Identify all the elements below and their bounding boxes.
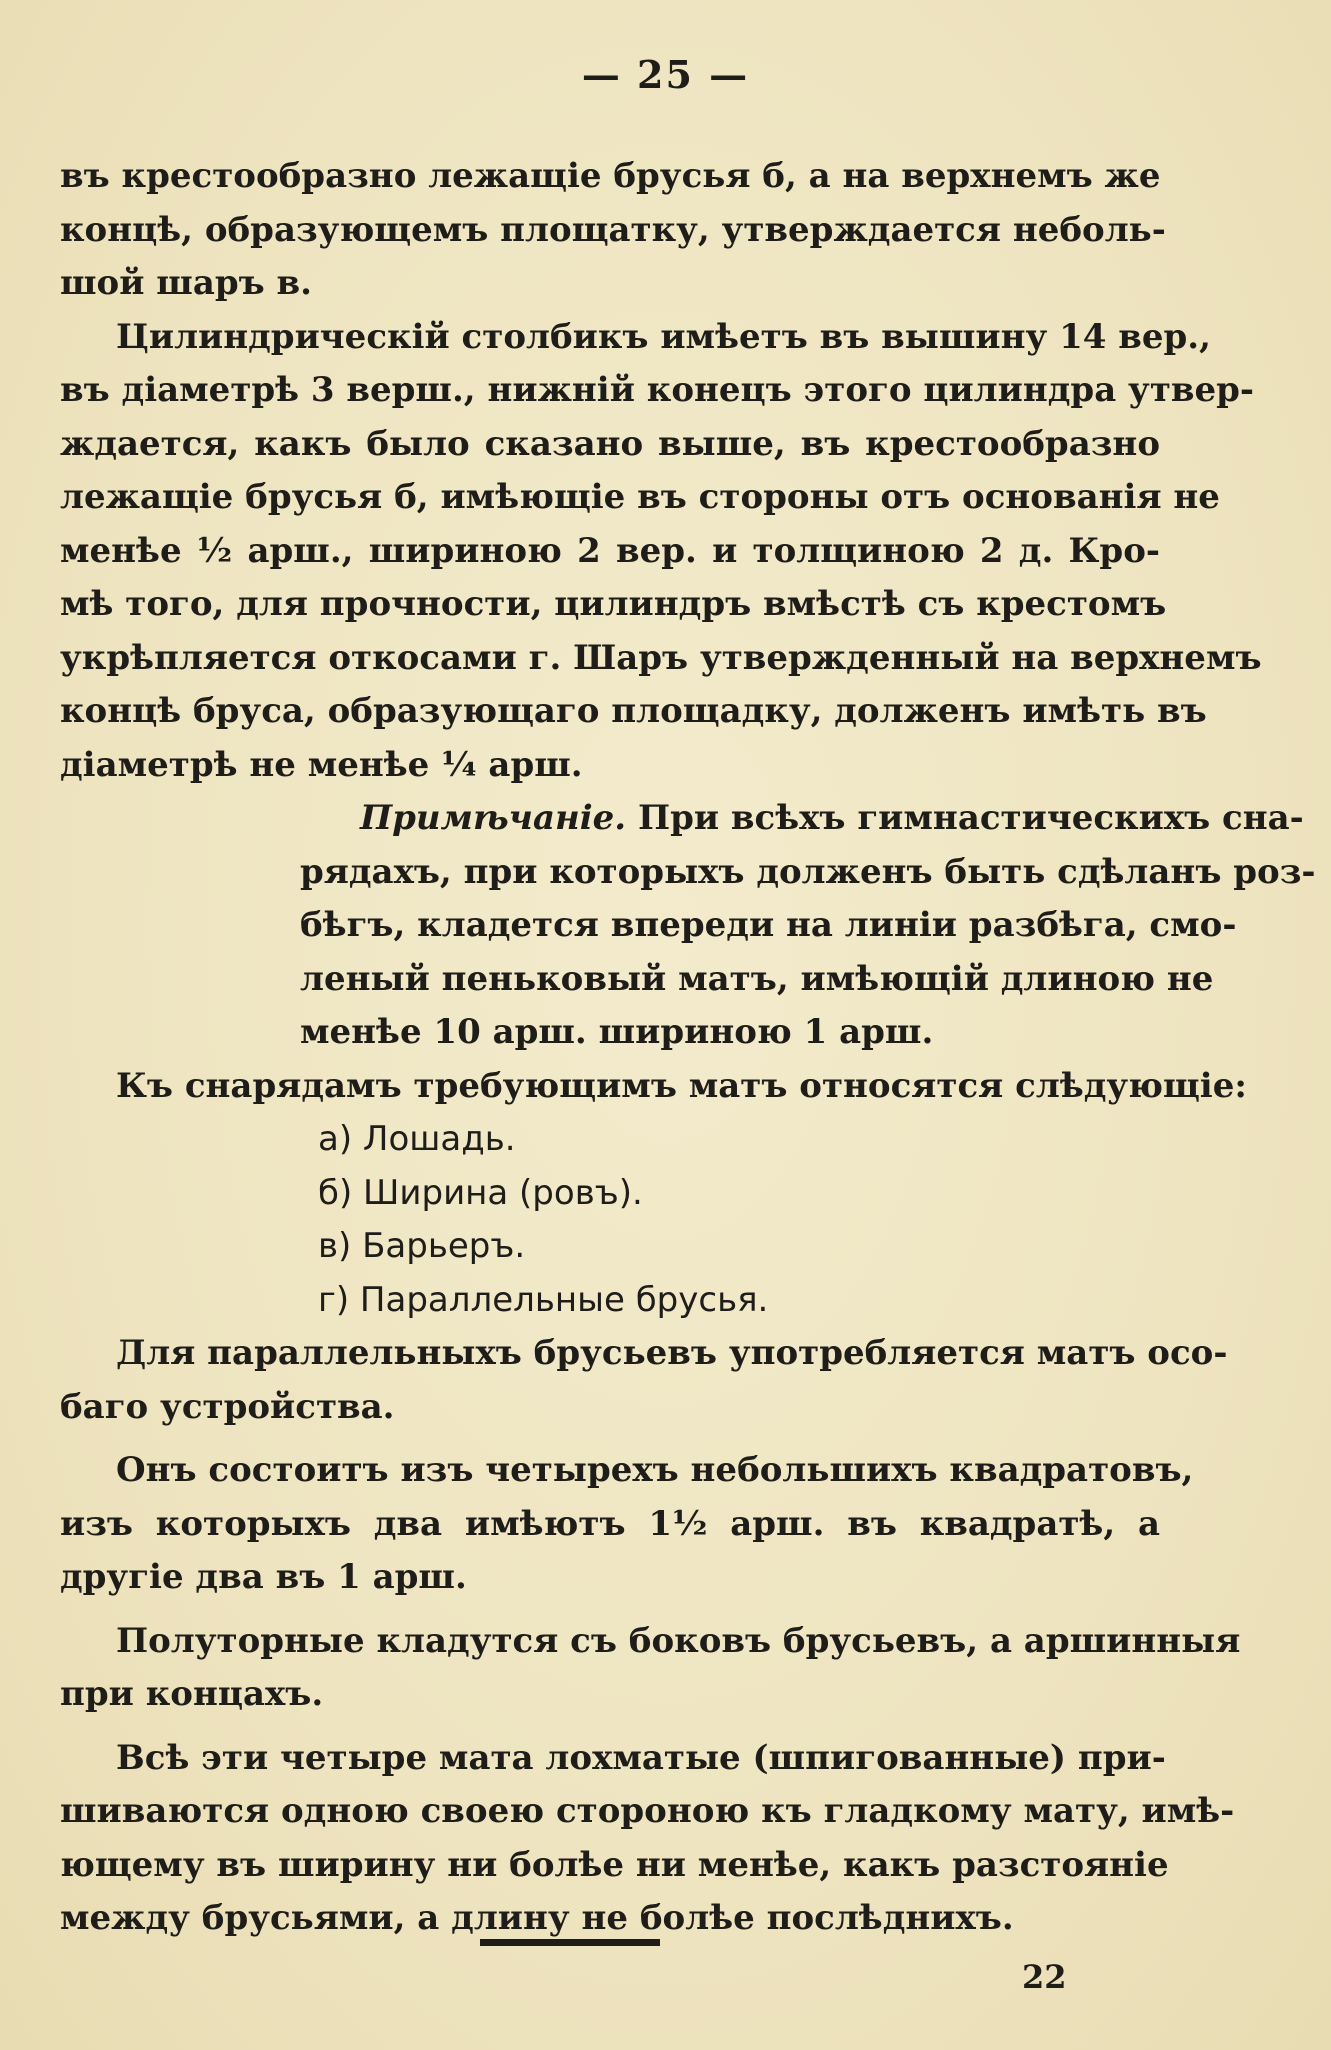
text-line: ющему въ ширину ни болѣе ни менѣе, какъ разстояніе	[60, 1844, 1169, 1885]
list-item: в) Барьеръ.	[318, 1226, 526, 1266]
body-text	[60, 150, 1316, 1946]
note-text: При всѣхъ гимнастическихъ сна-	[637, 798, 1304, 838]
text-line: лежащіе брусья б, имѣющіе въ стороны отъ основанія не	[60, 477, 1220, 517]
text-line: при концахъ.	[60, 1674, 324, 1714]
text-line: Полуторные кладутся съ боковъ брусьевъ, а аршинныя	[116, 1620, 1241, 1661]
text-line: менѣе ½ арш., шириною 2 вер. и толщиною 2 д. Кро-	[60, 530, 1160, 571]
text-line: другіе два въ 1 арш.	[60, 1557, 467, 1597]
text-line: баго устройства.	[60, 1386, 395, 1427]
text-line: изъ которыхъ два имѣютъ 1½ арш. въ квадратѣ, а	[60, 1503, 1160, 1544]
signature-number: 22	[1022, 1958, 1067, 1996]
text-line: въ діаметрѣ 3 верш., нижній конецъ этого цилиндра утвер-	[60, 370, 1255, 410]
text-line: шой шаръ в.	[60, 263, 312, 303]
text-line: шиваются одною своею стороною къ гладкому мату, имѣ-	[60, 1791, 1235, 1831]
note-label: Примѣчаніе.	[360, 798, 627, 838]
note-first-line	[60, 792, 1304, 846]
note-line: менѣе 10 арш. шириною 1 арш.	[300, 1012, 934, 1052]
text-line: Для параллельныхъ брусьевъ употребляется матъ осо-	[116, 1333, 1228, 1373]
text-line: между брусьями, а длину не болѣе послѣднихъ.	[60, 1898, 1014, 1938]
text-line: Цилиндрическій столбикъ имѣетъ въ вышину 14 вер.,	[116, 316, 1211, 357]
list-intro: Къ снарядамъ требующимъ матъ относятся слѣдующіе:	[116, 1065, 1247, 1106]
text-line: укрѣпляется откосами г. Шаръ утвержденный на верхнемъ	[60, 637, 1262, 678]
text-line: Всѣ эти четыре мата лохматые (шпигованные) при-	[116, 1737, 1166, 1778]
text-line: концѣ бруса, образующаго площадку, долженъ имѣть въ	[60, 691, 1207, 731]
page-number: — 25 —	[581, 52, 750, 97]
text-line: мѣ того, для прочности, цилиндръ вмѣстѣ съ крестомъ	[60, 584, 1167, 624]
end-rule	[480, 1939, 660, 1946]
list-item: г) Параллельные брусья.	[318, 1279, 769, 1320]
text-line: Онъ состоитъ изъ четырехъ небольшихъ квадратовъ,	[116, 1450, 1194, 1490]
text-line: въ крестообразно лежащіе брусья б, а на верхнемъ же	[60, 156, 1161, 196]
list-item: а) Лошадь.	[318, 1119, 516, 1159]
text-line: концѣ, образующемъ площатку, утверждается неболь-	[60, 209, 1166, 250]
text-line: діаметрѣ не менѣе ¼ арш.	[60, 744, 583, 785]
note-line: леный пеньковый матъ, имѣющій длиною не	[300, 958, 1214, 999]
note-line: бѣгъ, кладется впереди на линіи разбѣга, смо-	[300, 905, 1237, 945]
note-line: рядахъ, при которыхъ долженъ быть сдѣланъ роз-	[300, 851, 1316, 892]
list-item: б) Ширина (ровъ).	[318, 1172, 643, 1213]
text-line: ждается, какъ было сказано выше, въ крестообразно	[60, 423, 1160, 464]
